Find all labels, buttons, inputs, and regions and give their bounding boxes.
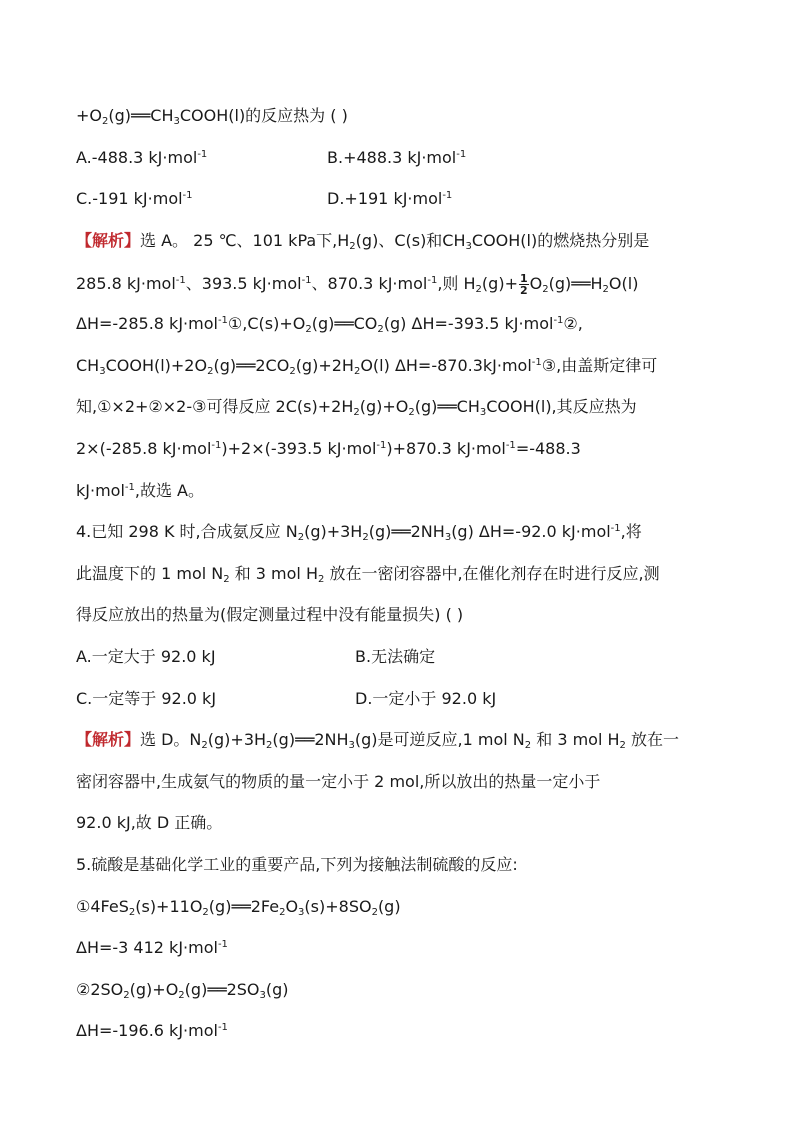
q3-analysis-line-3: ΔH=-285.8 $kJ\cdot mol^{-1}①,C(s)+O_2(g)══CO_2(g)$ ΔH=-393.5 kJ·mol$^{-1}$②, (76, 314, 583, 335)
q4-analysis-line-2: 密闭容器中,生成氨气的物质的量一定小于 2 mol,所以放出的热量一定小于 (76, 772, 601, 791)
q3-option-d: D.+191 kJ·mol$^{-1}$ (327, 189, 453, 208)
q4-analysis-line-1: 【解析】选 D。$N_2(g)+3H_2(g)══2NH_3(g)$是可逆反应,1 mol $N_2$ 和 3 mol $H_2$ 放在一 (76, 730, 679, 751)
q5-enthalpy-2: ΔH=-196.6 kJ·mol$^{-1}$ (76, 1021, 228, 1040)
q3-analysis-line-1: 【解析】选 A。 25 ℃、101 kPa下$,H_2(g)$、C(s)和$CH_3COOH(l)$的燃烧热分别是 (76, 231, 650, 252)
q5-reaction-1: $①4FeS_2(s)+11O_2(g)══2Fe_2O_3(s)+8SO_2(g)$ (76, 897, 401, 918)
q4-analysis-line-3: 92.0 kJ,故 D 正确。 (76, 813, 223, 832)
q3-stem-tail: $+O_2(g)══CH_3COOH(l)$的反应热为 ( ) (76, 106, 348, 127)
q4-stem-line-1: 4.已知 298 K 时,合成氨反应 $N_2(g)+3H_2(g)══2NH_3(g)$ ΔH=-92.0 kJ·mol$^{-1}$,将 (76, 522, 642, 543)
q4-option-b: B.无法确定 (355, 647, 436, 666)
analysis-tag: 【解析】 (76, 730, 141, 749)
q5-enthalpy-1: ΔH=-3 412 kJ·mol$^{-1}$ (76, 938, 228, 957)
q3-analysis-line-2: 285.8 kJ·mol$^{-1}$、393.5 kJ·mol$^{-1}$、870.3 kJ·mol$^{-1}$,则 $H_2(g)+$ $\frac{1}{2}$ $O_2(g)══H_2O(l)$ (76, 272, 639, 297)
q3-option-b: B.+488.3 kJ·mol$^{-1}$ (327, 148, 467, 167)
fraction-one-half: $\frac{1}{2}$ (519, 272, 528, 297)
q5-stem: 5.硫酸是基础化学工业的重要产品,下列为接触法制硫酸的反应: (76, 855, 518, 874)
q4-option-d: D.一定小于 92.0 kJ (355, 689, 497, 708)
q3-analysis-line-7: kJ·mol$^{-1}$,故选 A。 (76, 481, 204, 500)
q3-option-a: A.-488.3 kJ·mol$^{-1}$ (76, 148, 208, 167)
q5-reaction-2: $②2SO_2(g)+O_2(g)══2SO_3(g)$ (76, 980, 289, 1001)
q4-option-c: C.一定等于 92.0 kJ (76, 689, 217, 708)
q4-option-a: A.一定大于 92.0 kJ (76, 647, 216, 666)
q3-analysis-line-4: $CH_3COOH(l)+2O_2(g)══2CO_2(g)+2H_2O(l)$ ΔH=-870.3kJ·mol$^{-1}$③,由盖斯定律可 (76, 356, 658, 377)
q3-analysis-line-6: 2×(-285.8 kJ·mol$^{-1}$)+2×(-393.5 kJ·mol$^{-1}$)+870.3 kJ·mol$^{-1}$=-488.3 (76, 439, 581, 458)
q3-option-c: C.-191 kJ·mol$^{-1}$ (76, 189, 193, 208)
q3-analysis-line-5: 知,①×2+②×2-③可得反应 $2C(s)+2H_2(g)+O_2(g)══CH_3COOH(l)$,其反应热为 (76, 397, 637, 418)
q4-stem-line-3: 得反应放出的热量为(假定测量过程中没有能量损失) ( ) (76, 605, 464, 624)
analysis-tag: 【解析】 (76, 231, 141, 250)
q4-stem-line-2: 此温度下的 1 mol $N_2$ 和 3 mol $H_2$ 放在一密闭容器中,在催化剂存在时进行反应,测 (76, 564, 660, 585)
